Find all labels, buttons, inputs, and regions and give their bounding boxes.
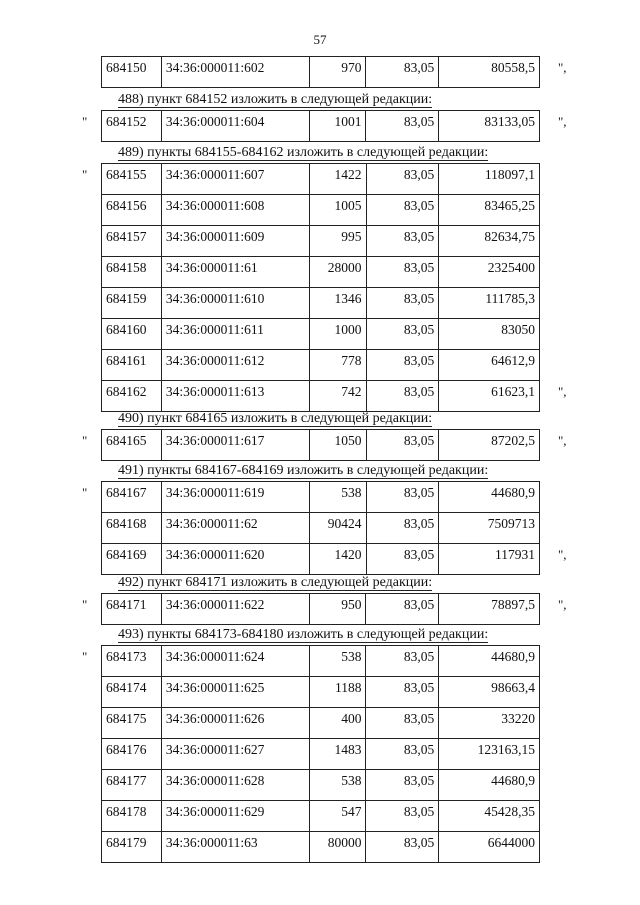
cell-code: 684173 (102, 646, 162, 677)
cell-sum: 118097,1 (439, 164, 540, 195)
cell-rate: 83,05 (366, 57, 439, 88)
cell-area: 1050 (309, 430, 366, 461)
cell-area: 547 (309, 801, 366, 832)
cell-cadastral: 34:36:000011:629 (161, 801, 309, 832)
cell-sum: 45428,35 (439, 801, 540, 832)
cell-code: 684175 (102, 708, 162, 739)
cell-rate: 83,05 (366, 646, 439, 677)
cell-sum: 87202,5 (439, 430, 540, 461)
cell-code: 684167 (102, 482, 162, 513)
cell-rate: 83,05 (366, 482, 439, 513)
cell-code: 684161 (102, 350, 162, 381)
open-quote: " (82, 114, 88, 129)
cell-cadastral: 34:36:000011:602 (161, 57, 309, 88)
cell-area: 1188 (309, 677, 366, 708)
cell-cadastral: 34:36:000011:609 (161, 226, 309, 257)
table-row (102, 164, 540, 195)
data-table (101, 110, 540, 142)
cell-code: 684159 (102, 288, 162, 319)
cell-cadastral: 34:36:000011:620 (161, 544, 309, 575)
cell-cadastral: 34:36:000011:607 (161, 164, 309, 195)
section-heading-text: 491) пункты 684167-684169 изложить в следующей редакции: (118, 463, 489, 478)
cell-sum: 98663,4 (439, 677, 540, 708)
cell-area: 742 (309, 381, 366, 412)
cell-area: 1000 (309, 319, 366, 350)
cell-area: 28000 (309, 257, 366, 288)
table-row (102, 801, 540, 832)
cell-area: 90424 (309, 513, 366, 544)
data-table (101, 56, 540, 88)
open-quote: " (82, 649, 88, 664)
cell-code: 684171 (102, 594, 162, 625)
table-row (102, 257, 540, 288)
section-heading-text: 492) пункт 684171 изложить в следующей редакции: (118, 575, 433, 590)
cell-rate: 83,05 (366, 708, 439, 739)
table-row (102, 832, 540, 863)
cell-rate: 83,05 (366, 594, 439, 625)
section-heading-text: 490) пункт 684165 изложить в следующей редакции: (118, 411, 433, 426)
cell-sum: 44680,9 (439, 646, 540, 677)
cell-sum: 2325400 (439, 257, 540, 288)
cell-code: 684176 (102, 739, 162, 770)
cell-rate: 83,05 (366, 544, 439, 575)
close-quote: ", (558, 547, 567, 562)
cell-code: 684157 (102, 226, 162, 257)
close-quote: ", (558, 60, 567, 75)
cell-area: 1483 (309, 739, 366, 770)
cell-area: 1346 (309, 288, 366, 319)
data-table (101, 593, 540, 625)
cell-area: 400 (309, 708, 366, 739)
cell-rate: 83,05 (366, 513, 439, 544)
cell-sum: 44680,9 (439, 770, 540, 801)
close-quote: ", (558, 597, 567, 612)
data-table (101, 645, 540, 863)
section-heading (118, 411, 432, 427)
cell-rate: 83,05 (366, 164, 439, 195)
cell-cadastral: 34:36:000011:613 (161, 381, 309, 412)
table-row (102, 708, 540, 739)
cell-sum: 117931 (439, 544, 540, 575)
cell-sum: 7509713 (439, 513, 540, 544)
cell-cadastral: 34:36:000011:626 (161, 708, 309, 739)
cell-area: 538 (309, 646, 366, 677)
cell-code: 684165 (102, 430, 162, 461)
cell-rate: 83,05 (366, 770, 439, 801)
cell-cadastral: 34:36:000011:617 (161, 430, 309, 461)
table-row (102, 226, 540, 257)
table-row (102, 111, 540, 142)
cell-cadastral: 34:36:000011:61 (161, 257, 309, 288)
open-quote: " (82, 433, 88, 448)
table-row (102, 739, 540, 770)
table-row (102, 594, 540, 625)
cell-cadastral: 34:36:000011:62 (161, 513, 309, 544)
cell-area: 1420 (309, 544, 366, 575)
cell-cadastral: 34:36:000011:622 (161, 594, 309, 625)
table-row (102, 646, 540, 677)
close-quote: ", (558, 114, 567, 129)
cell-rate: 83,05 (366, 226, 439, 257)
cell-cadastral: 34:36:000011:611 (161, 319, 309, 350)
cell-rate: 83,05 (366, 430, 439, 461)
section-heading-text: 493) пункты 684173-684180 изложить в следующей редакции: (118, 627, 489, 642)
section-heading (118, 575, 432, 591)
cell-cadastral: 34:36:000011:625 (161, 677, 309, 708)
table-row (102, 195, 540, 226)
cell-code: 684179 (102, 832, 162, 863)
cell-rate: 83,05 (366, 801, 439, 832)
cell-area: 970 (309, 57, 366, 88)
cell-rate: 83,05 (366, 257, 439, 288)
table-row (102, 350, 540, 381)
data-table (101, 163, 540, 412)
table-row (102, 319, 540, 350)
cell-sum: 83133,05 (439, 111, 540, 142)
table-row (102, 288, 540, 319)
cell-cadastral: 34:36:000011:63 (161, 832, 309, 863)
cell-code: 684160 (102, 319, 162, 350)
close-quote: ", (558, 384, 567, 399)
cell-sum: 44680,9 (439, 482, 540, 513)
cell-sum: 111785,3 (439, 288, 540, 319)
cell-rate: 83,05 (366, 195, 439, 226)
cell-sum: 64612,9 (439, 350, 540, 381)
cell-code: 684156 (102, 195, 162, 226)
table-row (102, 430, 540, 461)
cell-rate: 83,05 (366, 288, 439, 319)
cell-cadastral: 34:36:000011:619 (161, 482, 309, 513)
cell-area: 1422 (309, 164, 366, 195)
cell-code: 684152 (102, 111, 162, 142)
cell-code: 684150 (102, 57, 162, 88)
cell-code: 684169 (102, 544, 162, 575)
open-quote: " (82, 485, 88, 500)
table-row (102, 770, 540, 801)
cell-cadastral: 34:36:000011:627 (161, 739, 309, 770)
table-row (102, 544, 540, 575)
section-heading-text: 489) пункты 684155-684162 изложить в следующей редакции: (118, 145, 489, 160)
cell-sum: 123163,15 (439, 739, 540, 770)
cell-code: 684158 (102, 257, 162, 288)
cell-sum: 33220 (439, 708, 540, 739)
cell-cadastral: 34:36:000011:624 (161, 646, 309, 677)
open-quote: " (82, 167, 88, 182)
cell-sum: 82634,75 (439, 226, 540, 257)
cell-code: 684155 (102, 164, 162, 195)
section-heading (118, 145, 488, 161)
table-row (102, 57, 540, 88)
cell-sum: 6644000 (439, 832, 540, 863)
cell-area: 995 (309, 226, 366, 257)
cell-sum: 61623,1 (439, 381, 540, 412)
section-heading (118, 463, 488, 479)
close-quote: ", (558, 433, 567, 448)
section-heading-text: 488) пункт 684152 изложить в следующей редакции: (118, 92, 433, 107)
section-heading (118, 92, 432, 108)
page-number: 57 (313, 32, 327, 47)
cell-rate: 83,05 (366, 111, 439, 142)
cell-area: 778 (309, 350, 366, 381)
cell-rate: 83,05 (366, 319, 439, 350)
data-table (101, 429, 540, 461)
open-quote: " (82, 597, 88, 612)
cell-rate: 83,05 (366, 832, 439, 863)
cell-area: 1005 (309, 195, 366, 226)
cell-rate: 83,05 (366, 677, 439, 708)
cell-cadastral: 34:36:000011:610 (161, 288, 309, 319)
table-row (102, 677, 540, 708)
cell-cadastral: 34:36:000011:604 (161, 111, 309, 142)
cell-code: 684174 (102, 677, 162, 708)
cell-area: 80000 (309, 832, 366, 863)
cell-area: 950 (309, 594, 366, 625)
table-row (102, 482, 540, 513)
cell-cadastral: 34:36:000011:608 (161, 195, 309, 226)
data-table (101, 481, 540, 575)
cell-cadastral: 34:36:000011:612 (161, 350, 309, 381)
cell-rate: 83,05 (366, 350, 439, 381)
cell-cadastral: 34:36:000011:628 (161, 770, 309, 801)
table-row (102, 381, 540, 412)
cell-rate: 83,05 (366, 381, 439, 412)
cell-sum: 83050 (439, 319, 540, 350)
cell-code: 684162 (102, 381, 162, 412)
cell-area: 1001 (309, 111, 366, 142)
cell-sum: 83465,25 (439, 195, 540, 226)
section-heading (118, 627, 488, 643)
cell-rate: 83,05 (366, 739, 439, 770)
cell-sum: 78897,5 (439, 594, 540, 625)
table-row (102, 513, 540, 544)
cell-area: 538 (309, 770, 366, 801)
cell-code: 684168 (102, 513, 162, 544)
cell-code: 684177 (102, 770, 162, 801)
cell-area: 538 (309, 482, 366, 513)
cell-sum: 80558,5 (439, 57, 540, 88)
cell-code: 684178 (102, 801, 162, 832)
